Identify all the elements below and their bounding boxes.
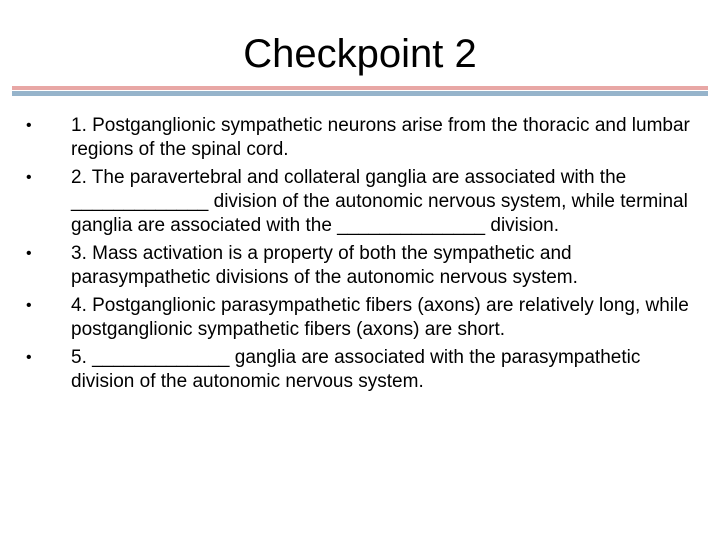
bullet-icon: • xyxy=(26,297,32,314)
slide-title: Checkpoint 2 xyxy=(243,32,477,76)
list-item xyxy=(26,114,696,162)
bullet-icon: • xyxy=(26,117,32,134)
question-4-text: 4. Postganglionic parasympathetic fibers (axons) are relatively long, while postganglionic sympathetic fibers (axons) are short. xyxy=(71,295,689,340)
title-divider-blue xyxy=(12,91,708,96)
question-list xyxy=(26,114,696,398)
question-3-text: 3. Mass activation is a property of both the sympathetic and parasympathetic divisions of the autonomic nervous system. xyxy=(71,243,578,288)
list-item xyxy=(26,294,696,342)
question-1-text: 1. Postganglionic sympathetic neurons arise from the thoracic and lumbar regions of the spinal cord. xyxy=(71,115,690,160)
list-item xyxy=(26,346,696,394)
list-item xyxy=(26,166,696,238)
bullet-icon: • xyxy=(26,169,32,186)
list-item xyxy=(26,242,696,290)
bullet-icon: • xyxy=(26,349,32,366)
question-5-text: 5. _____________ ganglia are associated with the parasympathetic division of the autonomic nervous system. xyxy=(71,347,641,392)
question-2-text: 2. The paravertebral and collateral ganglia are associated with the _____________ division of the autonomic nervous system, while terminal ganglia are associated with the ______________ division. xyxy=(71,167,688,236)
bullet-icon: • xyxy=(26,245,32,262)
